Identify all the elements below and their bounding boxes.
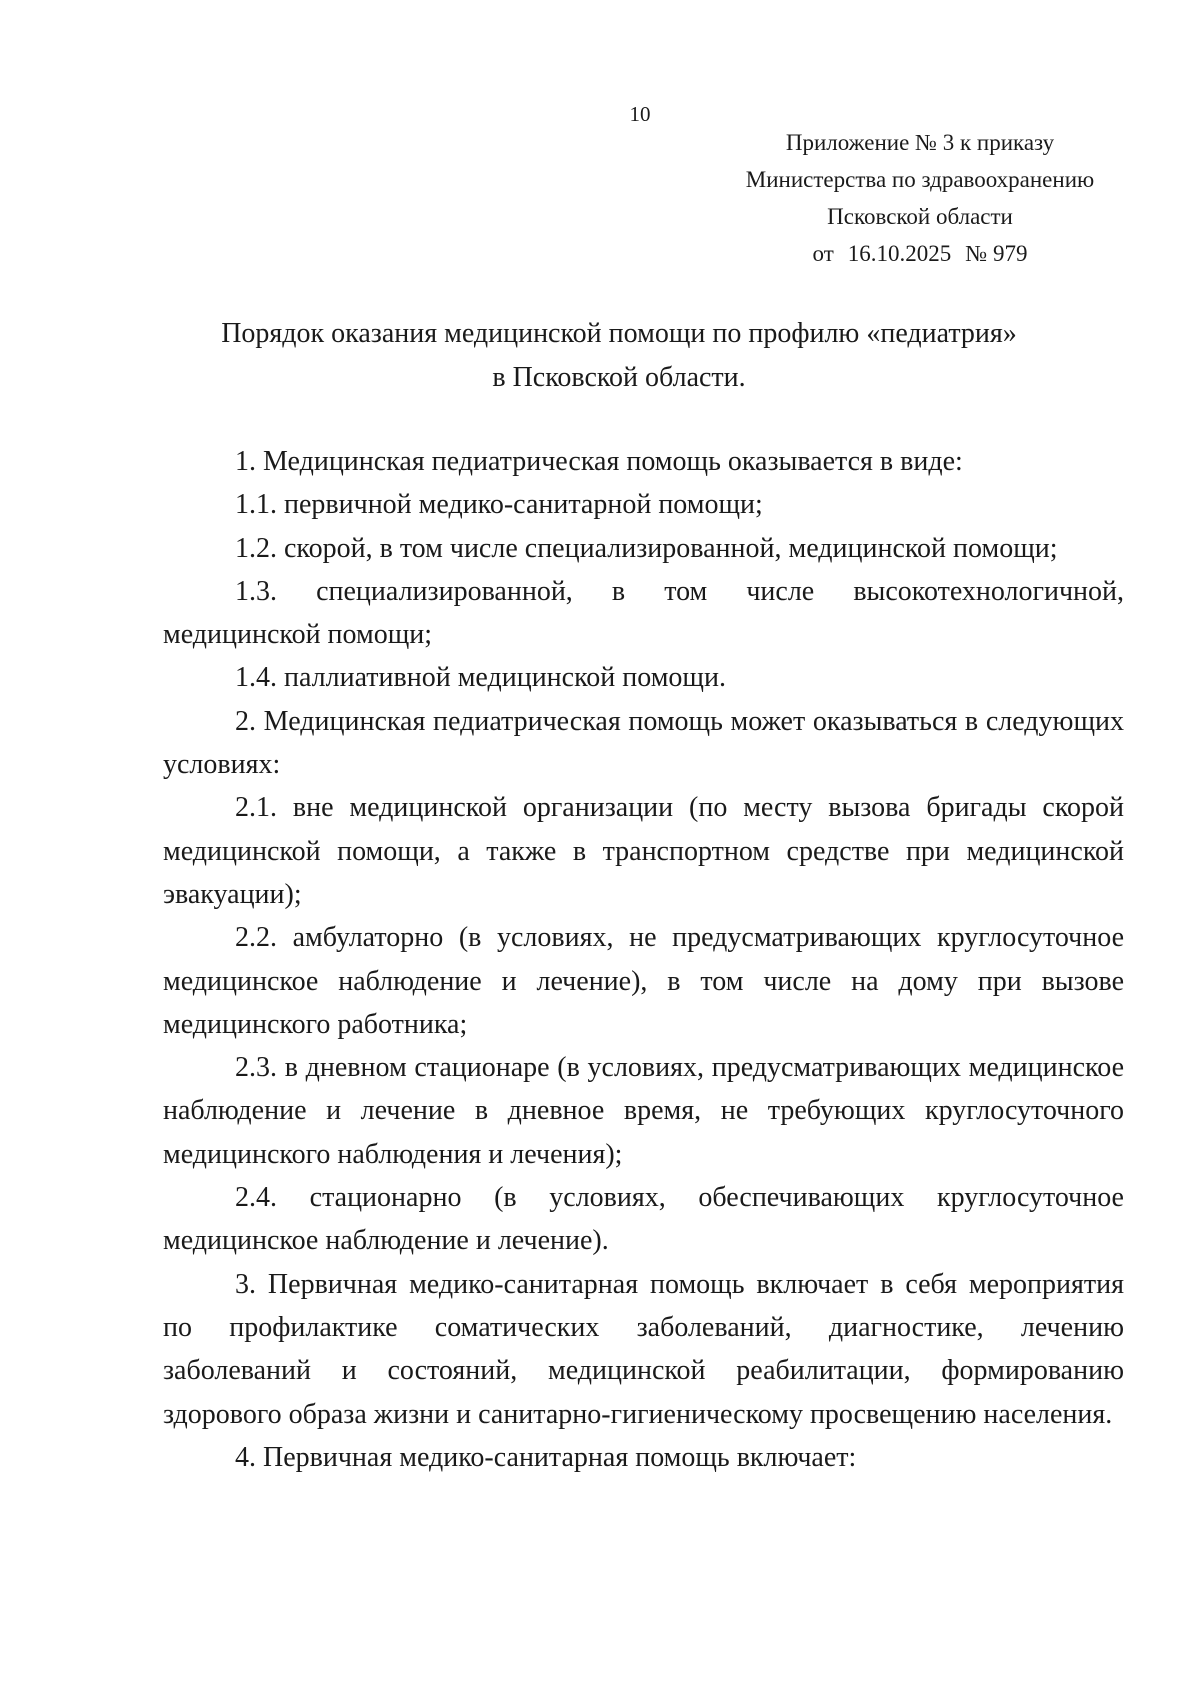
paragraph-1-3: 1.3. специализированной, в том числе высокотехнологичной, медицинской помощи; [163, 575, 1124, 651]
paragraph-1-1: 1.1. первичной медико-санитарной помощи; [235, 489, 763, 521]
annex-date: 16.10.2025 [847, 241, 952, 266]
annex-line-1: Приложение № 3 к приказу [785, 130, 1055, 155]
paragraph-2-1: 2.1. вне медицинской организации (по месту вызова бригады скорой медицинской помощи, а также в транспортном средстве при медицинской эвакуации); [163, 792, 1124, 910]
title-line-1: Порядок оказания медицинской помощи по профилю «педиатрия» [221, 318, 1017, 349]
annex-number: № 979 [965, 241, 1028, 266]
paragraph-3: 3. Первичная медико-санитарная помощь включает в себя мероприятия по профилактике соматических заболеваний, диагностике, лечению заболеваний и состояний, медицинской реабилитации, формированию здорового образа жизни и санитарно-гигиеническому просвещению населения. [163, 1268, 1124, 1430]
annex-date-prefix: от [812, 241, 834, 266]
annex-line-2: Министерства по здравоохранению [745, 167, 1095, 192]
page-number: 10 [629, 102, 651, 126]
paragraph-2-2: 2.2. амбулаторно (в условиях, не предусматривающих круглосуточное медицинское наблюдение и лечение), в том числе на дому при вызове медицинского работника; [163, 922, 1124, 1040]
paragraph-2-3: 2.3. в дневном стационаре (в условиях, предусматривающих медицинское наблюдение и лечение в дневное время, не требующих круглосуточного медицинского наблюдения и лечения); [163, 1052, 1124, 1170]
document-title [150, 312, 1088, 400]
document-body [163, 440, 1124, 1479]
paragraph-4: 4. Первичная медико-санитарная помощь включает: [235, 1441, 857, 1473]
paragraph-1-2: 1.2. скорой, в том числе специализированной, медицинской помощи; [235, 532, 1058, 564]
title-line-2: в Псковской области. [492, 362, 746, 393]
annex-line-3: Псковской области [827, 204, 1013, 229]
paragraph-1-4: 1.4. паллиативной медицинской помощи. [235, 662, 726, 694]
annex-header [720, 124, 1120, 272]
paragraph-2-4: 2.4. стационарно (в условиях, обеспечивающих круглосуточное медицинское наблюдение и лечение). [163, 1182, 1124, 1257]
paragraph-1: 1. Медицинская педиатрическая помощь оказывается в виде: [235, 446, 963, 477]
paragraph-2: 2. Медицинская педиатрическая помощь может оказываться в следующих условиях: [163, 705, 1124, 781]
annex-date-line [720, 235, 1120, 272]
